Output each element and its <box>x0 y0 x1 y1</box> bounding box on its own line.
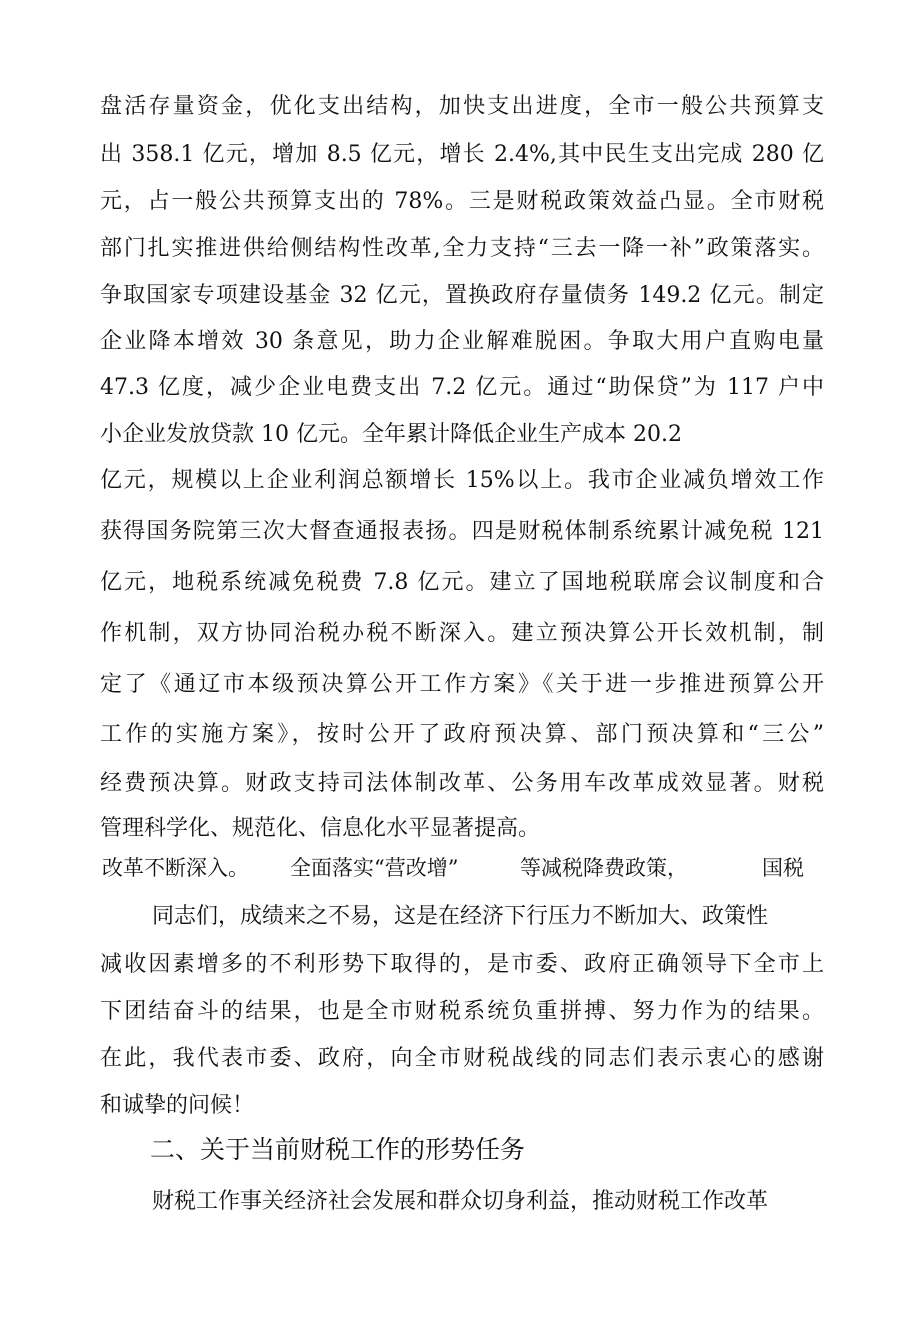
paragraph-line: 小企业发放贷款 10 亿元。全年累计降低企业生产成本 20.2 <box>100 422 682 447</box>
paragraph-line: 企业降本增效 30 条意见，助力企业解难脱困。争取大用户直购电量 <box>100 329 824 354</box>
paragraph-line: 和诚挚的问候！ <box>100 1093 255 1118</box>
paragraph-line: 元，占一般公共预算支出的 78%。三是财税政策效益凸显。全市财税 <box>100 189 824 214</box>
paragraph-line: 经费预决算。财政支持司法体制改革、公务用车改革成效显著。财税 <box>100 771 824 796</box>
paragraph-line: 工作的实施方案》，按时公开了政府预决算、部门预决算和“三公” <box>100 722 824 747</box>
paragraph-line: 亿元，规模以上企业利润总额增长 15%以上。我市企业减负增效工作 <box>100 468 824 493</box>
fragment-text: 全面落实“营改增” <box>290 856 459 880</box>
fragment-text: 改革不断深入。 <box>102 856 249 880</box>
paragraph-line: 盘活存量资金，优化支出结构，加快支出进度，全市一般公共预算支 <box>100 94 824 119</box>
paragraph-line: 出 358.1 亿元，增加 8.5 亿元，增长 2.4%,其中民生支出完成 280 亿 <box>100 142 824 167</box>
fragment-text: 国税 <box>762 856 804 880</box>
paragraph-line: 减收因素增多的不利形势下取得的，是市委、政府正确领导下全市上 <box>100 952 824 977</box>
paragraph-line: 获得国务院第三次大督查通报表扬。四是财税体制系统累计减免税 121 <box>100 519 824 544</box>
paragraph-line: 亿元，地税系统减免税费 7.8 亿元。建立了国地税联席会议制度和合 <box>100 570 824 595</box>
paragraph-line: 下团结奋斗的结果，也是全市财税系统负重拼搏、努力作为的结果。 <box>100 999 824 1024</box>
paragraph-line: 定了《通辽市本级预决算公开工作方案》《关于进一步推进预算公开 <box>100 672 824 697</box>
paragraph-line: 争取国家专项建设基金 32 亿元，置换政府存量债务 149.2 亿元。制定 <box>100 283 824 308</box>
paragraph-line: 在此，我代表市委、政府，向全市财税战线的同志们表示衷心的感谢 <box>100 1046 824 1071</box>
paragraph-line: 部门扎实推进供给侧结构性改革,全力支持“三去一降一补”政策落实。 <box>100 236 824 261</box>
paragraph-line: 作机制，双方协同治税办税不断深入。建立预决算公开长效机制，制 <box>100 621 824 646</box>
fragment-text: 等减税降费政策， <box>520 856 688 880</box>
paragraph-line: 管理科学化、规范化、信息化水平显著提高。 <box>100 816 541 841</box>
paragraph-first-line: 同志们，成绩来之不易，这是在经济下行压力不断加大、政策性 <box>152 904 769 929</box>
paragraph-first-line: 财税工作事关经济社会发展和群众切身利益，推动财税工作改革 <box>152 1189 769 1214</box>
paragraph-line: 47.3 亿度，减少企业电费支出 7.2 亿元。通过“助保贷”为 117 户中 <box>100 375 824 400</box>
section-heading: 二、关于当前财税工作的形势任务 <box>150 1135 526 1164</box>
